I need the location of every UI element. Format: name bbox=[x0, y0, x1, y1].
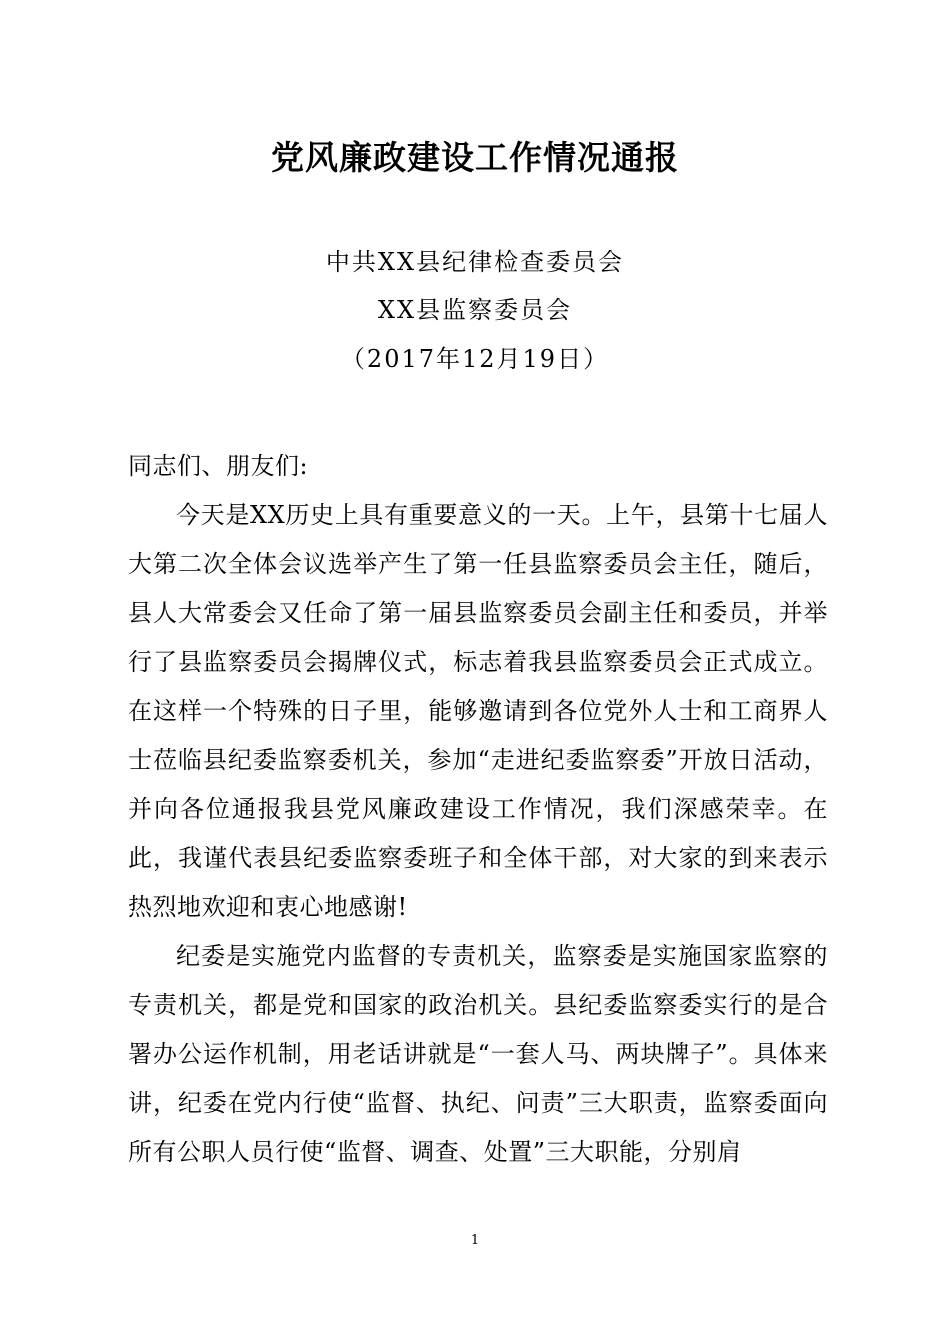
paragraph-2: 纪委是实施党内监督的专责机关，监察委是实施国家监察的专责机关，都是党和国家的政治机关。县纪委监察委实行的是合署办公运作机制，用老话讲就是“一套人马、两块牌子”。具体来讲，纪委在党内行使“监督、执纪、问责”三大职责，监察委面向所有公职人员行使“监督、调查、处置”三大职能，分别肩 bbox=[128, 942, 828, 1166]
document-body bbox=[128, 442, 828, 1177]
paragraph-1: 今天是XX历史上具有重要意义的一天。上午，县第十七届人大第二次全体会议选举产生了第一任县监察委员会主任，随后，县人大常委会又任命了第一届县监察委员会副主任和委员，并举行了县监察委员会揭牌仪式，标志着我县监察委员会正式成立。在这样一个特殊的日子里，能够邀请到各位党外人士和工商界人士莅临县纪委监察委机关，参加“走进纪委监察委”开放日活动，并向各位通报我县党风廉政建设工作情况，我们深感荣幸。在此，我谨代表县纪委监察委班子和全体干部，对大家的到来表示热烈地欢迎和衷心地感谢! bbox=[128, 501, 828, 921]
page-number: 1 bbox=[470, 1233, 480, 1248]
date-line: （2017年12月19日） bbox=[340, 345, 610, 373]
greeting: 同志们、朋友们: bbox=[128, 452, 309, 480]
issuer-line-1: 中共XX县纪律检查委员会 bbox=[325, 248, 625, 276]
document-title: 党风廉政建设工作情况通报 bbox=[271, 138, 679, 177]
issuer-line-2: XX县监察委员会 bbox=[377, 296, 573, 324]
